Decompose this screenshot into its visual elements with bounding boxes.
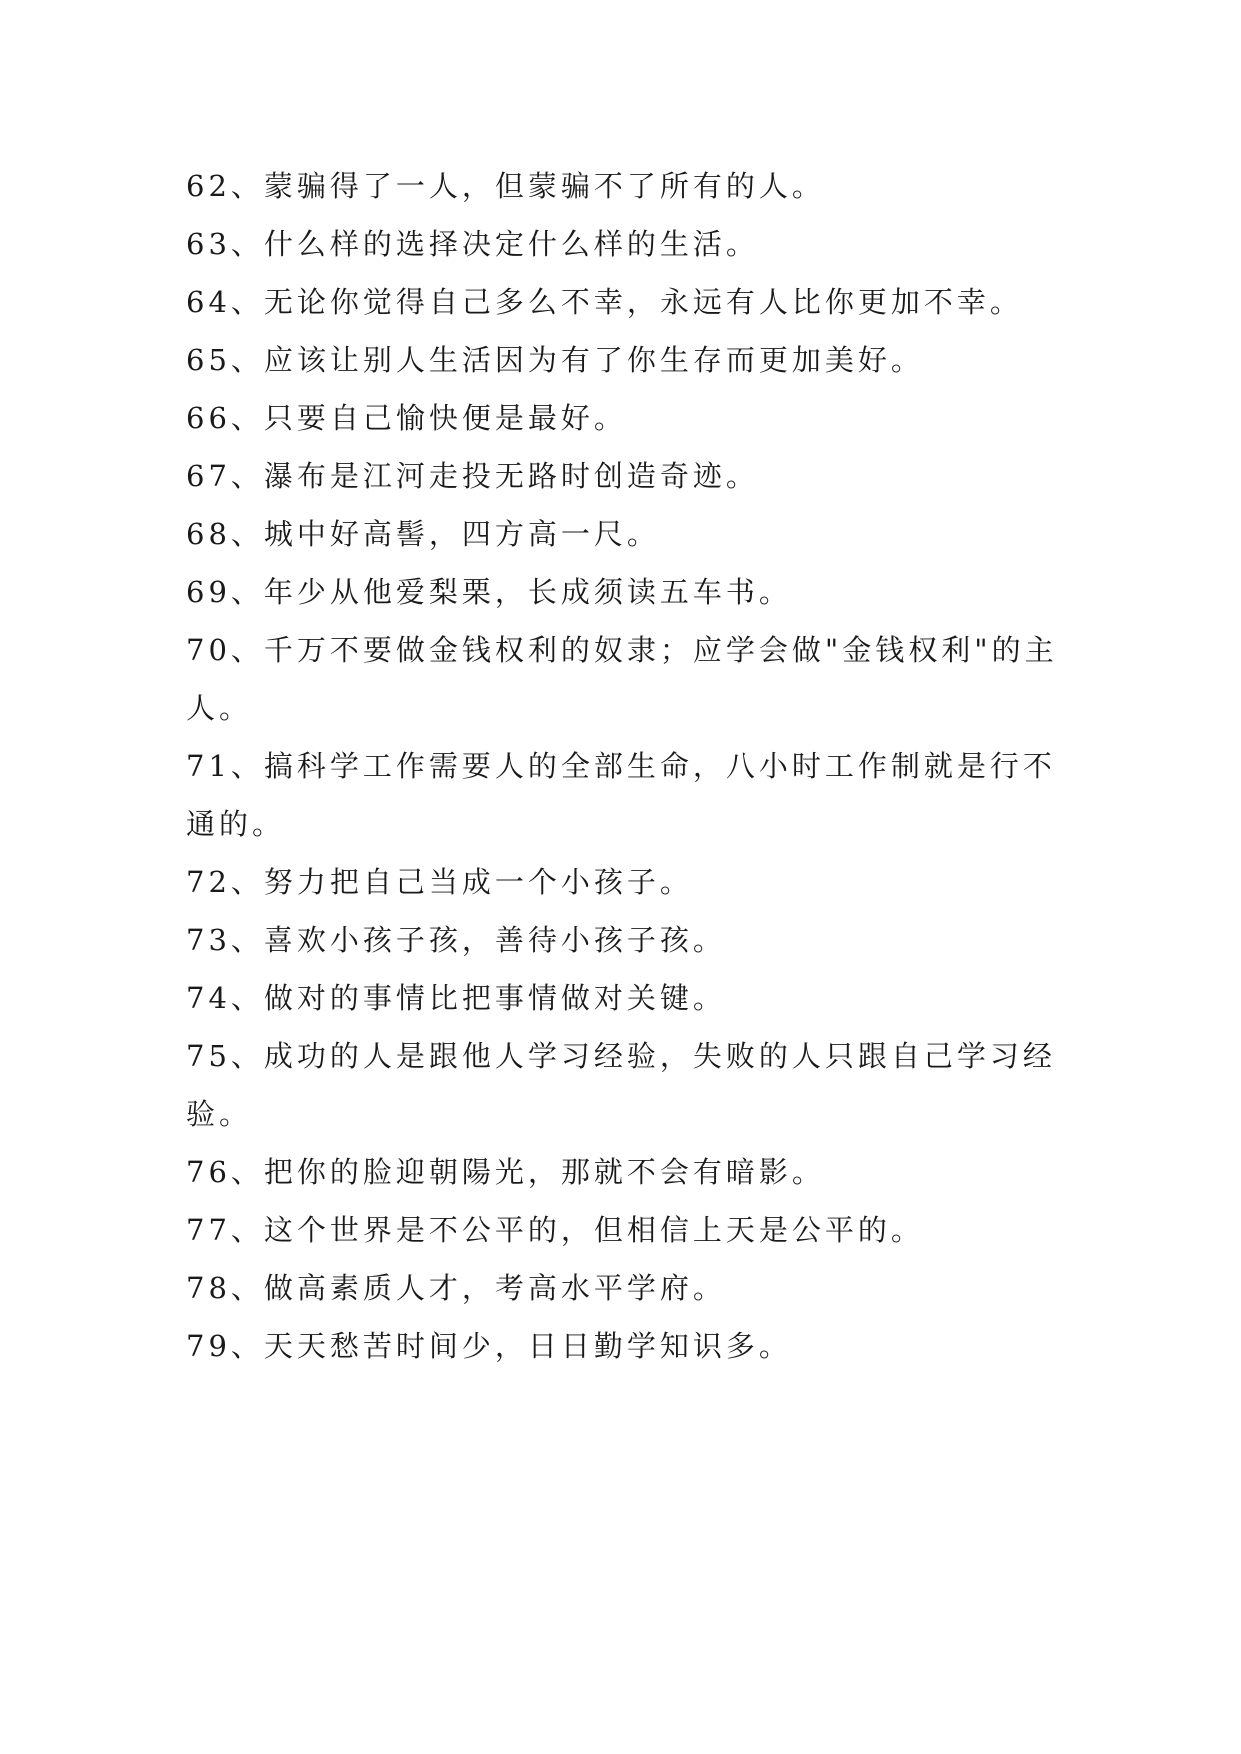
list-item: 75、成功的人是跟他人学习经验，失败的人只跟自己学习经验。 [186, 1039, 1056, 1131]
list-item: 79、天天愁苦时间少，日日勤学知识多。 [186, 1329, 792, 1363]
list-item: 62、蒙骗得了一人，但蒙骗不了所有的人。 [186, 169, 825, 203]
list-item: 78、做高素质人才，考高水平学府。 [186, 1271, 726, 1305]
list-item: 63、什么样的选择决定什么样的生活。 [186, 227, 759, 261]
list-item: 69、年少从他爱梨栗，长成须读五车书。 [186, 575, 792, 609]
list-item: 66、只要自己愉快便是最好。 [186, 401, 627, 435]
list-item: 67、瀑布是江河走投无路时创造奇迹。 [186, 459, 759, 493]
list-item: 68、城中好高髻，四方高一尺。 [186, 517, 660, 551]
list-item: 73、喜欢小孩子孩，善待小孩子孩。 [186, 923, 726, 957]
quote-list [186, 157, 1066, 1375]
list-item: 74、做对的事情比把事情做对关键。 [186, 981, 726, 1015]
list-item: 77、这个世界是不公平的，但相信上天是公平的。 [186, 1213, 924, 1247]
list-item: 72、努力把自己当成一个小孩子。 [186, 865, 693, 899]
list-item: 65、应该让别人生活因为有了你生存而更加美好。 [186, 343, 924, 377]
list-item: 70、千万不要做金钱权利的奴隶；应学会做"金钱权利"的主人。 [186, 633, 1058, 725]
list-item: 71、搞科学工作需要人的全部生命，八小时工作制就是行不通的。 [186, 749, 1056, 841]
list-item: 64、无论你觉得自己多么不幸，永远有人比你更加不幸。 [186, 285, 1023, 319]
list-item: 76、把你的脸迎朝陽光，那就不会有暗影。 [186, 1155, 825, 1189]
